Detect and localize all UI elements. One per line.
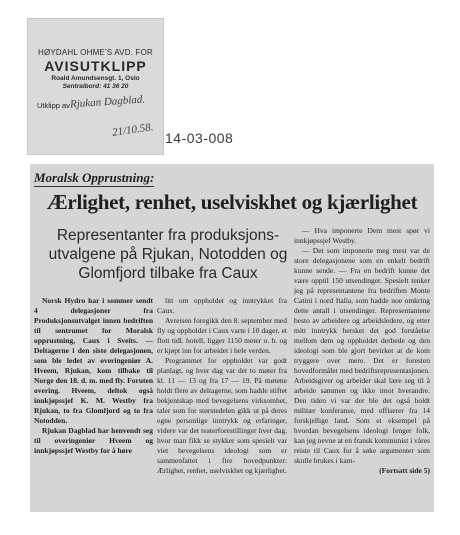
clip-date-handwritten: 21/10.58. — [111, 121, 155, 139]
paragraph: Avreisen foregikk den 8. september med fly og oppholdet i Caux varte i 10 dager, et flott tidl. hotell, ligger 1150 meter o. h. og er kjøpt inn for arbeidet i hele verden. — [157, 316, 287, 355]
paragraph: — Det som imponerte meg mest var de store delegasjonene som en enkelt bedrift kunne sende. — Fra en bedrift kunne det være opptil 150 utsendinger. Spesielt tenker jeg på representantene fra bedriften Monte Catini i nord Italia, som hadde noe omkring dette antall i utsendinger. Representantene besto av arbeidere og arbeidsledere, og etter mitt inntrykk hersket det god forståelse mellom dem og oppholdet derhede og den ideologi som ble gjort bevirket at de kom tryggere over mere. Det er foresten hovedformålet med bedriftsrepresentasjonen. Arbeidsgiver og arbeider skal lære seg til å arbeide sammen og ikke imot hverandre. Den tiden vi var der ble det også holdt militær konferanse, med offiserer fra 14 forskjellige land. Som et eksempel på hvordan bevegelsens ideologi fenger folk, kan jeg nevne at en fransk kommunist i våres reiste til Caux for å søke argumenter som skulle brukes i kam- — [294, 246, 430, 465]
article-column-left — [34, 296, 153, 456]
article-column-right — [294, 226, 430, 476]
paragraph: — Hva imponerte Dem mest spør vi innkjøpssjef Westby. — [294, 226, 430, 245]
newspaper-clipping — [30, 164, 434, 512]
paragraph: Programmet for oppholdet var godt planlagt, og hver dag var det to møter fra kl. 11 — 13 og fra 17 — 19. På møtene holdt flere av deltagerne, som hadde stiftet bekjentskap med bevegelsens virksomhet, taler som for størstedelen gikk ut på deres egne personlige inntrykk og erfaringer, videre var det teaterforestillinger hver dag, hvor man fikk se stykker som spesielt var viet bevegelsens ideologi som er sammenfattet i fire hovedpunkter: Ærlighet, renhet, uselviskhet og kjærlighet. — [157, 356, 287, 475]
stamp-agency-name: HØYDAHL OHME'S AVD. FOR — [37, 48, 154, 57]
article-column-middle — [157, 296, 287, 476]
stamp-title: AVISUTKLIPP — [44, 58, 147, 74]
stamp-address: Roald Amundsensgt. 1, Oslo — [51, 75, 140, 82]
headline: Ærlighet, renhet, uselviskhet og kjærlighet — [46, 190, 418, 214]
paragraph: litt om oppholdet og inntrykket fra Caux. — [157, 296, 287, 315]
continued-note: (Fortsatt side 5) — [379, 466, 430, 475]
subheadline: Representanter fra produksjons-utvalgene på Rjukan, Notodden og Glomfjord tilbake fra Caux — [48, 227, 288, 282]
section-label: Moralsk Opprustning: — [34, 170, 155, 185]
archive-number: 14-03-008 — [165, 130, 234, 146]
paragraph: Rjukan Dagblad har henvendt seg til overingeniør Hveem og innkjøpssjef Westby for å høre — [34, 426, 153, 455]
clip-source-handwritten: Rjukan Dagblad. — [69, 93, 146, 111]
paragraph: Norsk Hydro har i sommer sendt 4 delegasjoner fra Produksjonsutvalget innen bedriften til sentrumet for Moralsk opprustning, Caux i Sveits. — Deltagerne i den siste delegasjonen, som ble ledet av overingeniør A. Hveem, Rjukan, kom tilbake til Norge den 18. d. m. med fly. Foruten overing. Hveem, deltok også innkjøpssjef K. M. Westby fra Rjukan, to fra Glomfjord og to fra Notodden. — [34, 296, 153, 425]
stamp-phone: Sentralbord: 41 36 20 — [62, 83, 129, 90]
clip-source-label: Utklipp av — [37, 101, 70, 110]
